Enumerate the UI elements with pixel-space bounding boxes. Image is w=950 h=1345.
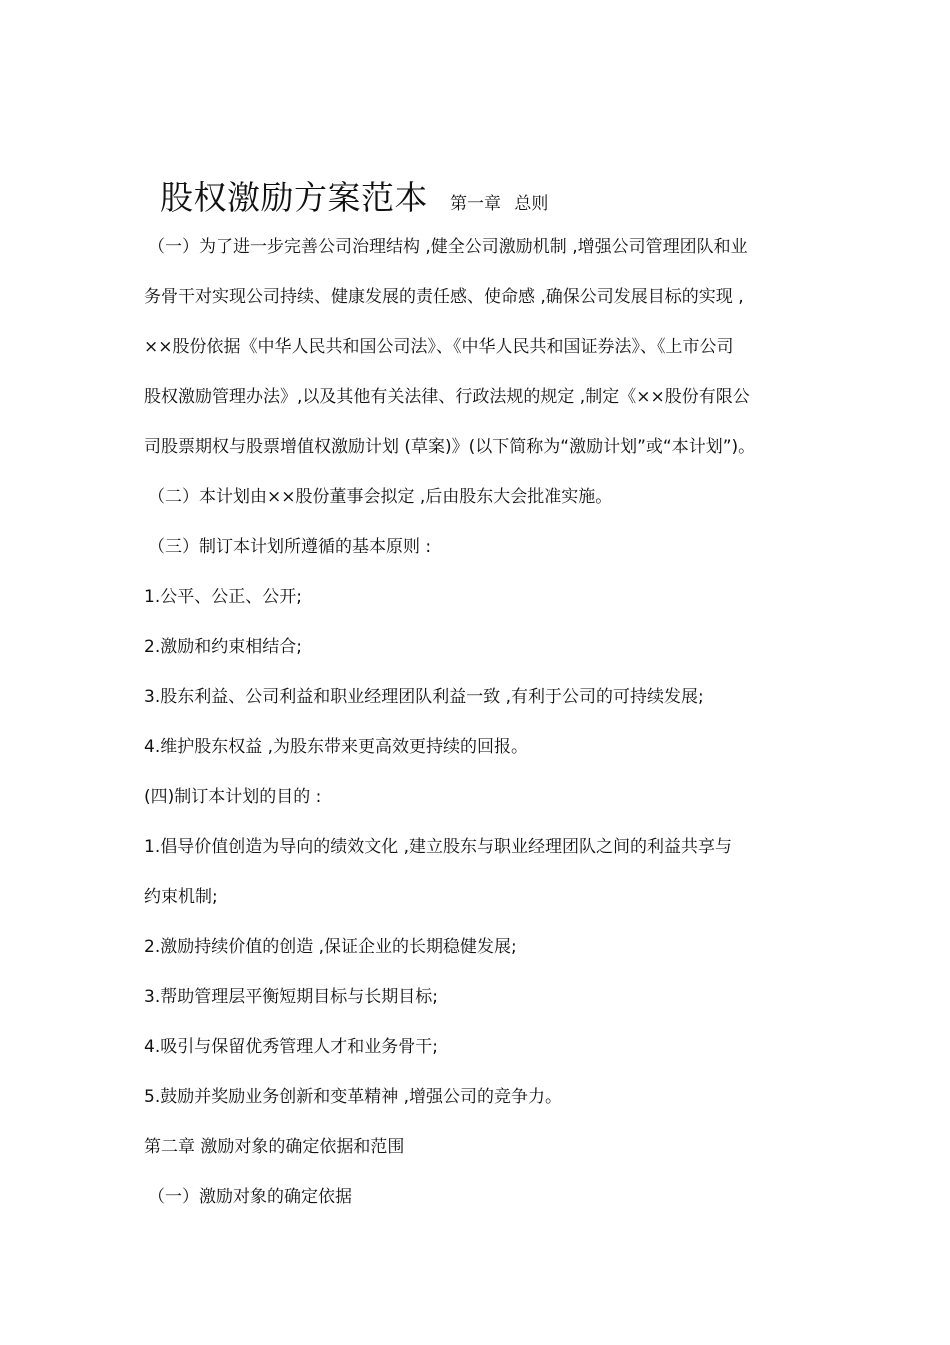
chapter-one-heading: 第一章 总则: [450, 194, 549, 214]
list-item: 4.吸引与保留优秀管理人才和业务骨干;: [144, 1037, 438, 1057]
paragraph-line: 司股票期权与股票增值权激励计划 (草案)》(以下简称为“激励计划”或“本计划”)。: [144, 437, 756, 457]
list-item: 2.激励和约束相结合;: [144, 637, 302, 657]
paragraph-line: （三）制订本计划所遵循的基本原则 :: [148, 537, 432, 557]
paragraph-line: （二）本计划由××股份董事会拟定 ,后由股东大会批准实施。: [148, 487, 613, 507]
list-item-continuation: 约束机制;: [144, 887, 218, 907]
list-item: 3.股东利益、公司利益和职业经理团队利益一致 ,有利于公司的可持续发展;: [144, 687, 704, 707]
section-heading: （一）激励对象的确定依据: [148, 1187, 352, 1207]
list-item: 5.鼓励并奖励业务创新和变革精神 ,增强公司的竞争力。: [144, 1087, 563, 1107]
paragraph-line: 股权激励管理办法》,以及其他有关法律、行政法规的规定 ,制定《××股份有限公: [144, 387, 750, 407]
title-row: [160, 172, 548, 219]
paragraph-line: ××股份依据《中华人民共和国公司法》、《中华人民共和国证券法》、《上市公司: [144, 337, 734, 357]
list-item: 2.激励持续价值的创造 ,保证企业的长期稳健发展;: [144, 937, 517, 957]
document-body: [144, 222, 814, 1222]
paragraph-line: （一）为了进一步完善公司治理结构 ,健全公司激励机制 ,增强公司管理团队和业: [148, 237, 748, 257]
paragraph-line: 务骨干对实现公司持续、健康发展的责任感、使命感 ,确保公司发展目标的实现 ,: [144, 287, 744, 307]
list-item: 1.倡导价值创造为导向的绩效文化 ,建立股东与职业经理团队之间的利益共享与: [144, 837, 733, 857]
list-item: 1.公平、公正、公开;: [144, 587, 302, 607]
chapter-two-heading: 第二章 激励对象的确定依据和范围: [144, 1137, 405, 1157]
document-title: 股权激励方案范本: [160, 178, 428, 217]
list-item: 3.帮助管理层平衡短期目标与长期目标;: [144, 987, 438, 1007]
list-item: 4.维护股东权益 ,为股东带来更高效更持续的回报。: [144, 737, 529, 757]
section-heading: (四)制订本计划的目的 :: [144, 787, 322, 807]
